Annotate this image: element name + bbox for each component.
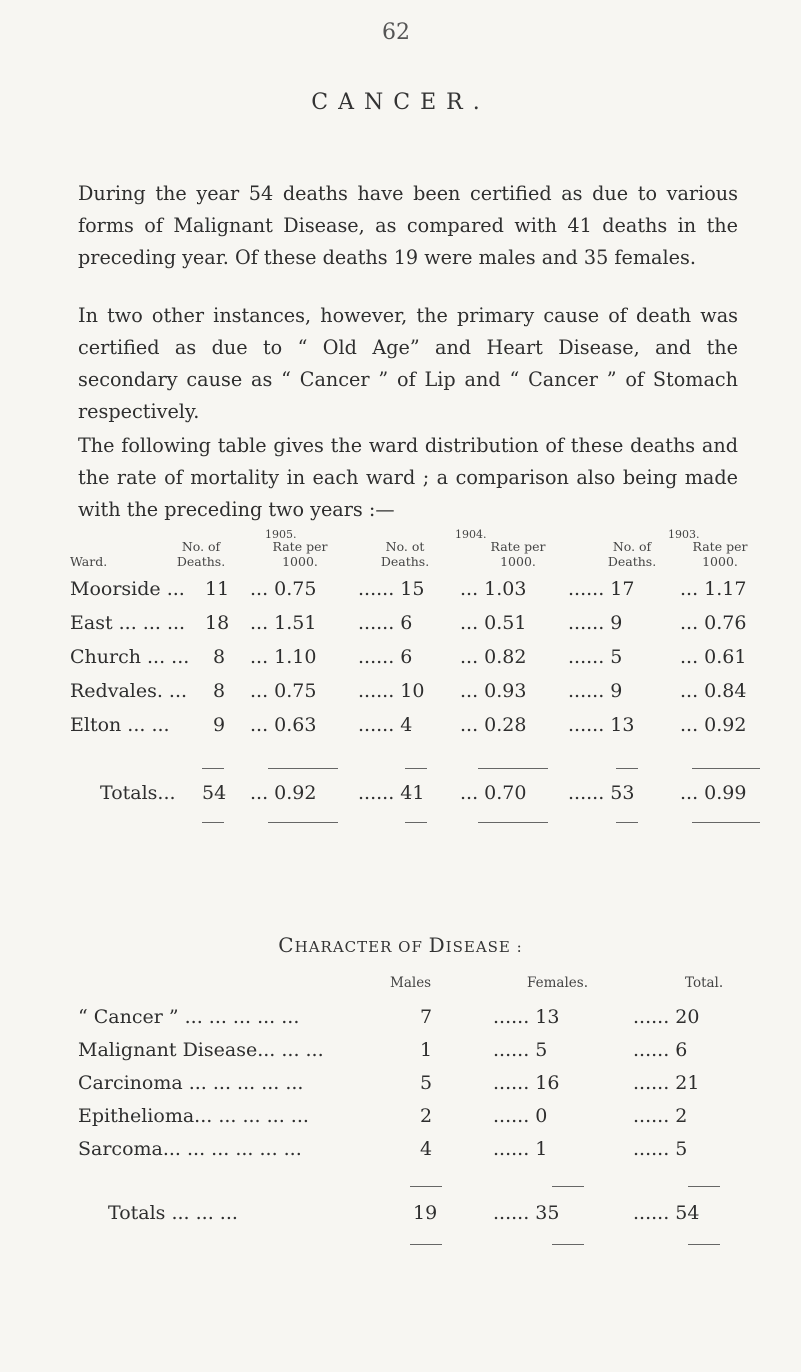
total-value: ...... 20: [633, 1006, 700, 1028]
males-value: 5: [420, 1072, 433, 1094]
rule: [268, 822, 338, 823]
disease-label: Malignant Disease... ... ...: [78, 1039, 324, 1061]
totals-label: Totals ... ... ...: [108, 1202, 238, 1224]
deaths-1905: 8: [213, 680, 226, 702]
males-value: 19: [413, 1202, 438, 1224]
rule: [410, 1186, 442, 1187]
rate-1903: ... 0.61: [680, 646, 747, 668]
rate-1903: ... 1.17: [680, 578, 747, 600]
header-rate-1904: Rate per: [490, 539, 546, 554]
deaths-1904: ...... 6: [358, 612, 413, 634]
deaths-1905: 8: [213, 646, 226, 668]
header-deaths-1905: Deaths.: [176, 554, 226, 569]
rate-1905: ... 0.75: [250, 578, 317, 600]
males-value: 2: [420, 1105, 433, 1127]
males-value: 1: [420, 1039, 433, 1061]
rule: [268, 768, 338, 769]
females-value: ...... 13: [493, 1006, 560, 1028]
rule: [405, 822, 427, 823]
header-no-of-1903: No. of: [612, 539, 652, 554]
rate-1905: ... 0.63: [250, 714, 317, 736]
ward-name: Church ... ...: [70, 646, 190, 668]
header-deaths-1904: Deaths.: [380, 554, 430, 569]
rule: [616, 822, 638, 823]
rate-1904: ... 0.70: [460, 782, 527, 804]
deaths-1904: ...... 6: [358, 646, 413, 668]
header-no-of-1905: No. of: [181, 539, 221, 554]
ward-name: Moorside ...: [70, 578, 191, 600]
rule: [552, 1186, 584, 1187]
ward-name: Redvales. ...: [70, 680, 188, 702]
deaths-1903: ...... 13: [568, 714, 635, 736]
total-value: ...... 6: [633, 1039, 688, 1061]
rate-1905: ... 0.75: [250, 680, 317, 702]
totals-label: Totals...: [100, 782, 176, 804]
year-1904: 1904.: [455, 528, 487, 541]
paragraph-2: In two other instances, however, the primary cause of death was certified as due to “ Old Age” and Heart Disease, and the secondary cause as “ Cancer ” of Lip and “ Cancer ” of Stomach respectively.: [78, 304, 738, 423]
header-deaths-1903: Deaths.: [607, 554, 657, 569]
deaths-1903: ...... 9: [568, 680, 623, 702]
rate-1904: ... 0.93: [460, 680, 527, 702]
ward-name: Elton ... ...: [70, 714, 170, 736]
rule: [688, 1244, 720, 1245]
females-value: ...... 5: [493, 1039, 548, 1061]
disease-label: Carcinoma ... ... ... ... ...: [78, 1072, 304, 1094]
paragraph-1: During the year 54 deaths have been certified as due to various forms of Malignant Disease, as compared with 41 deaths in the preceding year. Of these deaths 19 were males and 35 females.: [78, 182, 738, 269]
rate-1905: ... 1.51: [250, 612, 317, 634]
rule: [202, 822, 224, 823]
rule: [410, 1244, 442, 1245]
females-value: ...... 0: [493, 1105, 548, 1127]
rule: [688, 1186, 720, 1187]
year-1905: 1905.: [265, 528, 297, 541]
header-1000-1904: 1000.: [500, 554, 536, 569]
deaths-1904: ...... 41: [358, 782, 425, 804]
section-title: [0, 933, 801, 957]
page-title: CANCER.: [311, 90, 490, 115]
rate-1903: ... 0.92: [680, 714, 747, 736]
header-rate-1903: Rate per: [692, 539, 748, 554]
deaths-1905: 11: [205, 578, 230, 600]
rate-1904: ... 0.28: [460, 714, 527, 736]
header-females: Females.: [527, 975, 588, 991]
rule: [478, 768, 548, 769]
header-no-ot-1904: No. ot: [385, 539, 425, 554]
rule: [692, 768, 760, 769]
total-value: ...... 21: [633, 1072, 700, 1094]
disease-label: “ Cancer ” ... ... ... ... ...: [78, 1006, 300, 1028]
rule: [616, 768, 638, 769]
rule: [405, 768, 427, 769]
deaths-1903: ...... 17: [568, 578, 635, 600]
header-males: Males: [390, 975, 432, 991]
title-initial-d: D: [428, 933, 446, 957]
ward-name: East ... ... ...: [70, 612, 186, 634]
paragraph-3: The following table gives the ward distribution of these deaths and the rate of mortality in each ward ; a comparison also being made with the preceding two years :—: [78, 434, 738, 521]
title-part: ISEASE :: [445, 938, 523, 956]
females-value: ...... 1: [493, 1138, 548, 1160]
rate-1905: ... 0.92: [250, 782, 317, 804]
header-1000-1905: 1000.: [282, 554, 318, 569]
year-1903: 1903.: [668, 528, 700, 541]
rule: [692, 822, 760, 823]
rule: [478, 822, 548, 823]
total-value: ...... 2: [633, 1105, 688, 1127]
header-rate-1905: Rate per: [272, 539, 328, 554]
title-initial-c: C: [278, 933, 295, 957]
total-value: ...... 54: [633, 1202, 700, 1224]
deaths-1905: 54: [202, 782, 227, 804]
deaths-1903: ...... 9: [568, 612, 623, 634]
rate-1905: ... 1.10: [250, 646, 317, 668]
title-part: HARACTER OF: [294, 938, 429, 956]
deaths-1904: ...... 10: [358, 680, 425, 702]
disease-label: Sarcoma... ... ... ... ... ...: [78, 1138, 302, 1160]
rule: [202, 768, 224, 769]
deaths-1905: 9: [213, 714, 226, 736]
deaths-1904: ...... 4: [358, 714, 413, 736]
header-1000-1903: 1000.: [702, 554, 738, 569]
rate-1903: ... 0.76: [680, 612, 747, 634]
deaths-1903: ...... 53: [568, 782, 635, 804]
rate-1903: ... 0.99: [680, 782, 747, 804]
deaths-1904: ...... 15: [358, 578, 425, 600]
females-value: ...... 35: [493, 1202, 560, 1224]
rate-1904: ... 0.82: [460, 646, 527, 668]
males-value: 7: [420, 1006, 433, 1028]
header-ward: Ward.: [70, 554, 108, 569]
rate-1904: ... 1.03: [460, 578, 527, 600]
deaths-1903: ...... 5: [568, 646, 623, 668]
males-value: 4: [420, 1138, 433, 1160]
deaths-1905: 18: [205, 612, 230, 634]
rate-1904: ... 0.51: [460, 612, 527, 634]
rate-1903: ... 0.84: [680, 680, 747, 702]
rule: [552, 1244, 584, 1245]
header-total: Total.: [685, 975, 724, 991]
page-number: 62: [382, 20, 410, 45]
total-value: ...... 5: [633, 1138, 688, 1160]
females-value: ...... 16: [493, 1072, 560, 1094]
disease-label: Epithelioma... ... ... ... ...: [78, 1105, 309, 1127]
